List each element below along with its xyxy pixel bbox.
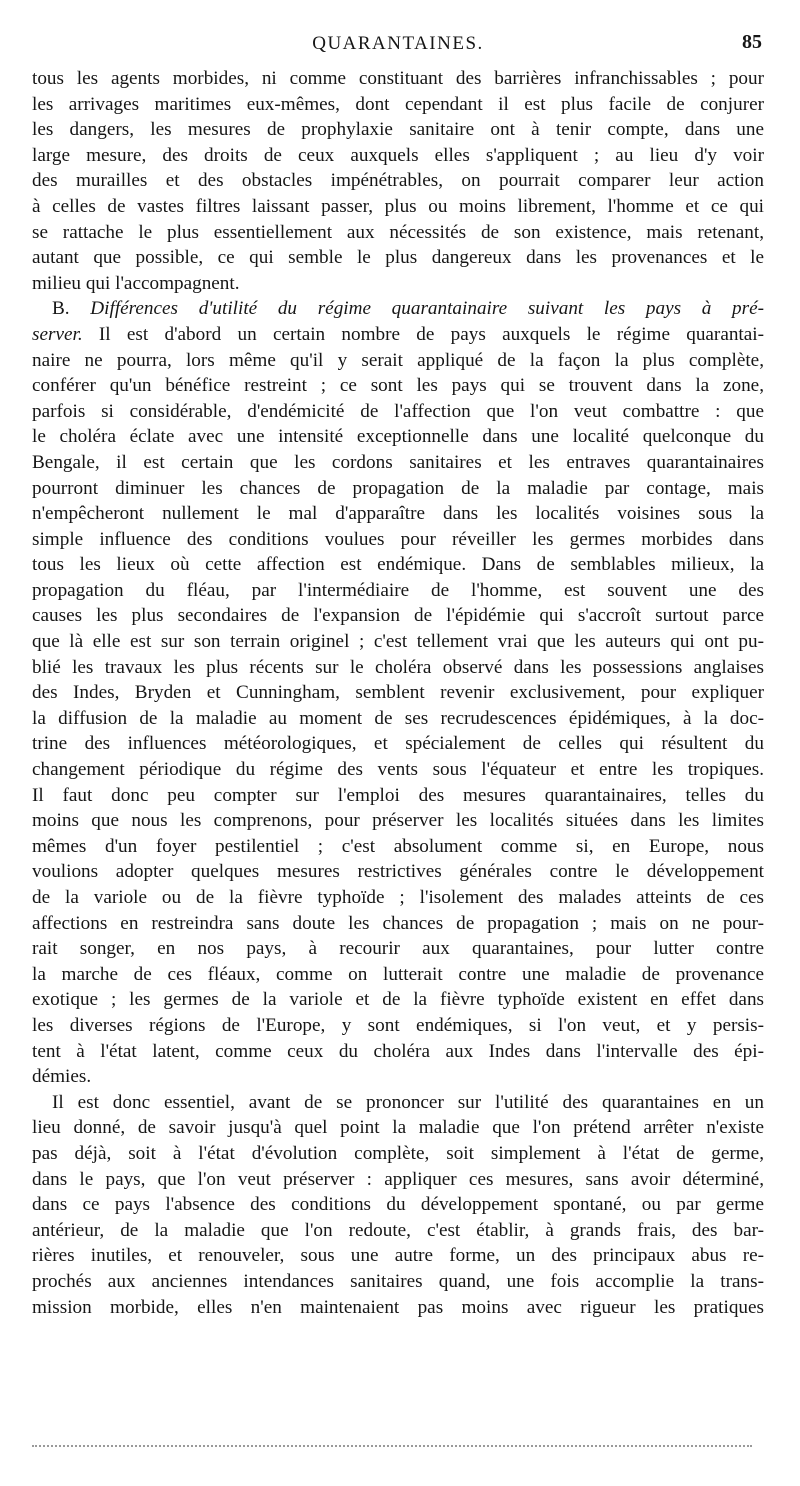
text-line: tous les agents morbides, ni comme constituant des barrières infranchissables ; pour: [32, 68, 764, 89]
text-line: autant que possible, ce qui semble le plus dangereux dans les provenances et le: [32, 247, 764, 269]
text-line: pourront diminuer les chances de propagation de la maladie par contage, mais: [32, 477, 764, 499]
text-span: Il est d'abord un certain nombre de pays auxquels le régime quarantai-: [98, 323, 764, 345]
text-line: la diffusion de la maladie au moment de ses recrudescences épidémiques, à la doc-: [32, 707, 764, 729]
section-title-continued: server.: [32, 323, 83, 345]
footer-dotted-rule: [32, 1442, 752, 1447]
text-line: Bengale, il est certain que les cordons sanitaires et les entraves quarantainaires: [32, 451, 764, 473]
text-line: simple influence des conditions voulues pour réveiller les germes morbides dans: [32, 528, 764, 550]
text-line: les dangers, les mesures de prophylaxie sanitaire ont à tenir compte, dans une: [32, 119, 764, 141]
text-line: moins que nous les comprenons, pour préserver les localités situées dans les limites: [32, 810, 764, 832]
text-line: antérieur, de la maladie que l'on redoute, c'est établir, à grands frais, des bar-: [32, 1219, 764, 1241]
text-line: affections en restreindra sans doute les chances de propagation ; mais on ne pour-: [32, 912, 764, 934]
text-line: exotique ; les germes de la variole et de la fièvre typhoïde existent en effet dans: [32, 989, 764, 1011]
text-line: des murailles et des obstacles impénétrables, on pourrait comparer leur action: [32, 170, 764, 192]
section-heading-line: [32, 322, 764, 348]
text-line: changement périodique du régime des vents sous l'équateur et entre les tropiques.: [32, 759, 764, 781]
text-line: à celles de vastes filtres laissant passer, plus ou moins librement, l'homme et ce qui: [32, 195, 764, 217]
text-line: démies.: [32, 1066, 92, 1088]
text-line: parfois si considérable, d'endémicité de l'affection que l'on veut combattre : que: [32, 400, 764, 422]
text-line: voulions adopter quelques mesures restrictives générales contre le développement: [32, 861, 764, 883]
text-line: rait songer, en nos pays, à recourir aux quarantaines, pour lutter contre: [32, 938, 764, 960]
text-line: Il est donc essentiel, avant de se prononcer sur l'utilité des quarantaines en un: [52, 1091, 764, 1113]
text-line: rières inutiles, et renouveler, sous une autre forme, un des principaux abus re-: [32, 1245, 764, 1267]
text-line: mêmes d'un foyer pestilentiel ; c'est absolument comme si, en Europe, nous: [32, 835, 764, 857]
text-line: Il faut donc peu compter sur l'emploi des mesures quarantainaires, telles du: [32, 784, 764, 806]
text-line: dans ce pays l'absence des conditions du développement spontané, ou par germe: [32, 1194, 764, 1216]
text-line: milieu qui l'accompagnent.: [32, 272, 240, 294]
text-line: trine des influences météorologiques, et spécialement de celles qui résultent du: [32, 733, 764, 755]
text-line: mission morbide, elles n'en maintenaient pas moins avec rigueur les pratiques: [32, 1296, 764, 1318]
text-line: conférer qu'un bénéfice restreint ; ce sont les pays qui se trouvent dans la zone,: [32, 375, 764, 397]
text-line: large mesure, des droits de ceux auxquels elles s'appliquent ; au lieu d'y voir: [32, 144, 764, 166]
text-line: des Indes, Bryden et Cunningham, semblent revenir exclusivement, pour expliquer: [32, 682, 764, 704]
text-line: les diverses régions de l'Europe, y sont endémiques, si l'on veut, et y persis-: [32, 1014, 764, 1036]
text-line: se rattache le plus essentiellement aux nécessités de son existence, mais retenant,: [32, 221, 764, 243]
text-line: blié les travaux les plus récents sur le choléra observé dans les possessions anglaises: [32, 656, 764, 678]
text-line: le choléra éclate avec une intensité exceptionnelle dans une localité quelconque du: [32, 426, 764, 448]
text-line: lieu donné, de savoir jusqu'à quel point la maladie que l'on prétend arrêter n'existe: [32, 1117, 764, 1139]
text-line: propagation du fléau, par l'intermédiaire de l'homme, est souvent une des: [32, 579, 764, 601]
text-line: tent à l'état latent, comme ceux du choléra aux Indes dans l'intervalle des épi-: [32, 1040, 764, 1062]
body-text: [32, 66, 764, 1320]
text-line: dans le pays, que l'on veut préserver : appliquer ces mesures, sans avoir déterminé,: [32, 1168, 764, 1190]
section-title: Différences d'utilité du régime quarantainaire suivant les pays à pré-: [90, 298, 764, 320]
section-label: B.: [52, 298, 70, 320]
text-line: causes les plus secondaires de l'expansion de l'épidémie qui s'accroît surtout parce: [32, 605, 764, 627]
text-line: la marche de ces fléaux, comme on lutterait contre une maladie de provenance: [32, 963, 764, 985]
running-title: QUARANTAINES.: [312, 33, 484, 54]
text-line: tous les lieux où cette affection est endémique. Dans de semblables milieux, la: [32, 554, 764, 576]
section-heading-line: [32, 296, 764, 322]
page-number: 85: [742, 31, 762, 53]
text-line: les arrivages maritimes eux-mêmes, dont cependant il est plus facile de conjurer: [32, 93, 764, 115]
text-line: n'empêcheront nullement le mal d'apparaître dans les localités voisines sous la: [32, 503, 764, 525]
text-line: naire ne pourra, lors même qu'il y serait appliqué de la façon la plus complète,: [32, 349, 764, 371]
text-line: que là elle est sur son terrain originel ; c'est tellement vrai que les auteurs qui ont pu-: [32, 631, 764, 653]
text-line: pas déjà, soit à l'état d'évolution complète, soit simplement à l'état de germe,: [32, 1142, 764, 1164]
text-line: prochés aux anciennes intendances sanitaires quand, une fois accomplie la trans-: [32, 1270, 764, 1292]
text-line: de la variole ou de la fièvre typhoïde ; l'isolement des malades atteints de ces: [32, 887, 764, 908]
running-head: [32, 31, 764, 59]
